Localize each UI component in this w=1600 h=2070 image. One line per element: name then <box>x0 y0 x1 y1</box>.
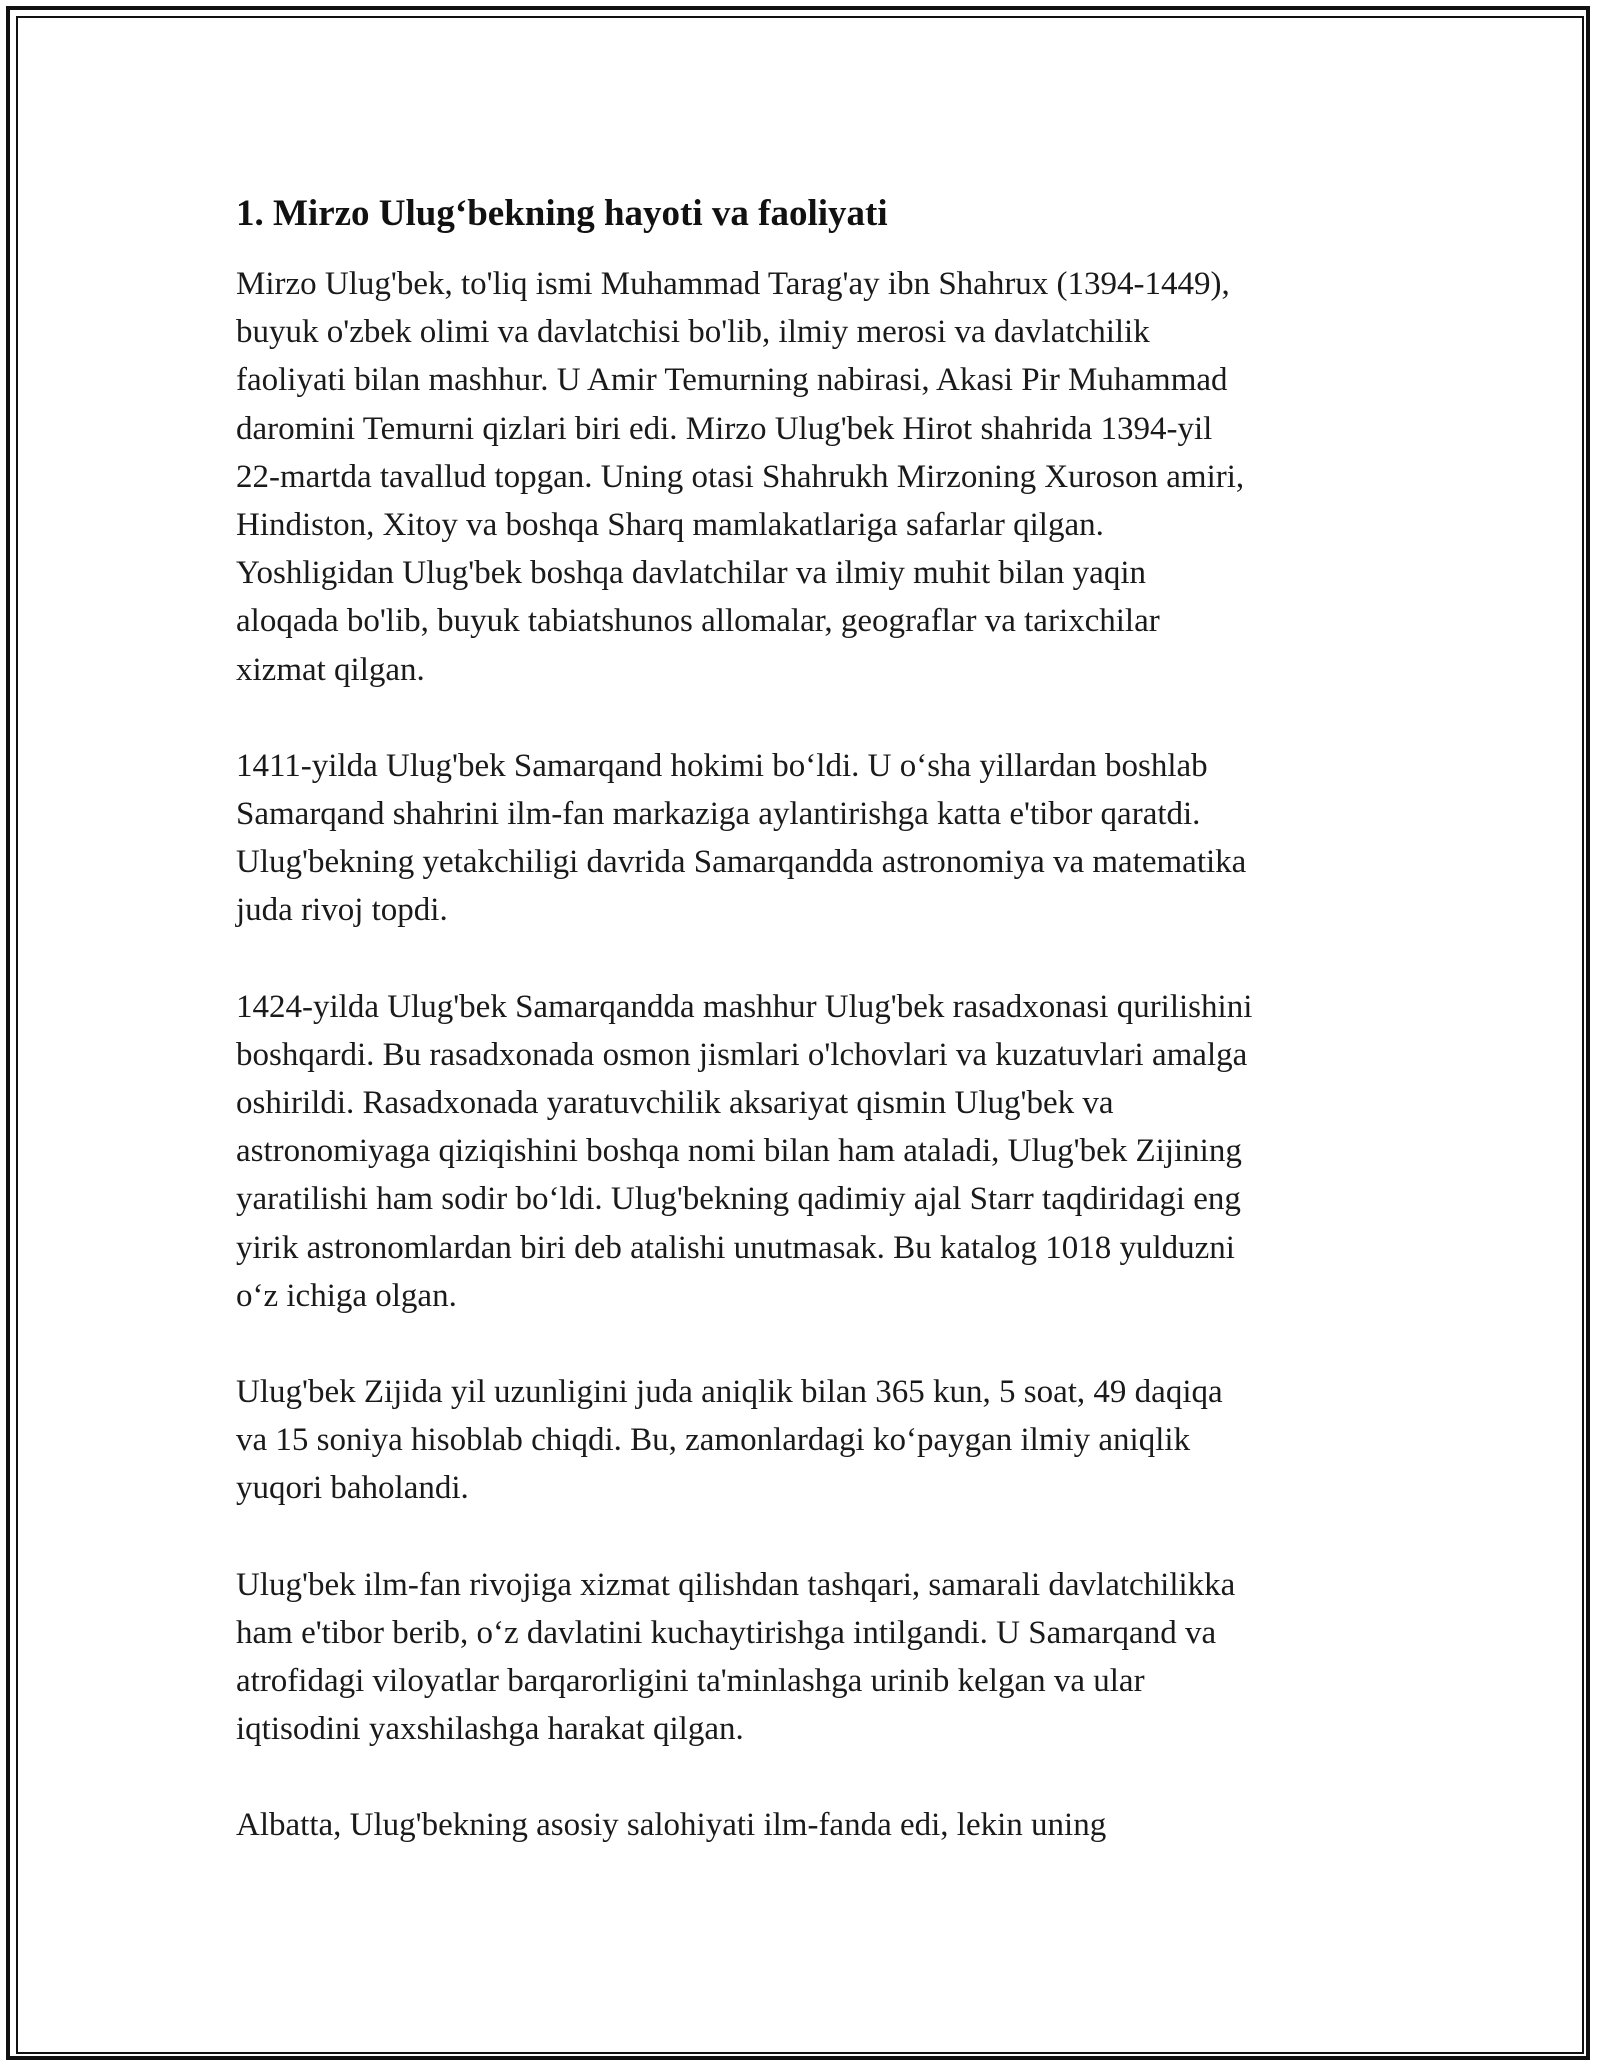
text-line: 1411-yilda Ulug'bek Samarqand hokimi bo‘ldi. U o‘sha yillardan boshlab <box>236 747 1208 784</box>
text-line: Ulug'bek ilm-fan rivojiga xizmat qilishdan tashqari, samarali davlatchilikka <box>236 1566 1236 1603</box>
text-line: boshqardi. Bu rasadxonada osmon jismlari o'lchovlari va kuzatuvlari amalga <box>236 1036 1248 1073</box>
paragraph-conclusion <box>236 1801 1386 1849</box>
text-line: iqtisodini yaxshilashga harakat qilgan. <box>236 1711 744 1748</box>
paragraph-statecraft <box>236 1561 1386 1754</box>
text-line: aloqada bo'lib, buyuk tabiatshunos allomalar, geograflar va tarixchilar <box>236 603 1160 640</box>
section-heading: 1. Mirzo Ulug‘bekning hayoti va faoliyati <box>236 193 888 234</box>
text-line: o‘z ichiga olgan. <box>236 1277 457 1314</box>
text-line: Ulug'bekning yetakchiligi davrida Samarqandda astronomiya va matematika <box>236 844 1247 881</box>
text-line: Mirzo Ulug'bek, to'liq ismi Muhammad Tarag'ay ibn Shahrux (1394-1449), <box>236 266 1230 302</box>
paragraph-governor <box>236 742 1386 935</box>
text-line: faoliyati bilan mashhur. U Amir Temurning nabirasi, Akasi Pir Muhammad <box>236 362 1228 399</box>
text-line: atrofidagi viloyatlar barqarorligini ta'minlashga urinib kelgan va ular <box>236 1663 1145 1700</box>
paragraph-observatory <box>236 983 1386 1320</box>
text-line: yirik astronomlardan biri deb atalishi unutmasak. Bu katalog 1018 yulduzni <box>236 1229 1235 1266</box>
text-line: Yoshligidan Ulug'bek boshqa davlatchilar va ilmiy muhit bilan yaqin <box>236 555 1146 592</box>
text-line: 1424-yilda Ulug'bek Samarqandda mashhur Ulug'bek rasadxonasi qurilishini <box>236 988 1253 1025</box>
text-line: xizmat qilgan. <box>236 651 425 688</box>
paragraph-zij <box>236 1368 1386 1513</box>
paragraph-life <box>236 260 1386 694</box>
text-line: daromini Temurni qizlari biri edi. Mirzo Ulug'bek Hirot shahrida 1394-yil <box>236 410 1213 447</box>
text-line: oshirildi. Rasadxonada yaratuvchilik aksariyat qismin Ulug'bek va <box>236 1085 1114 1122</box>
text-line: astronomiyaga qiziqishini boshqa nomi bilan ham ataladi, Ulug'bek Zijining <box>236 1133 1242 1170</box>
text-line: Albatta, Ulug'bekning asosiy salohiyati ilm-fanda edi, lekin uning <box>236 1807 1107 1844</box>
text-line: yuqori baholandi. <box>236 1470 469 1507</box>
text-line: yaratilishi ham sodir bo‘ldi. Ulug'bekning qadimiy ajal Starr taqdiridagi eng <box>236 1181 1241 1218</box>
text-line: Hindiston, Xitoy va boshqa Sharq mamlakatlariga safarlar qilgan. <box>236 507 1104 544</box>
text-line: 22-martda tavallud topgan. Uning otasi Shahrukh Mirzoning Xuroson amiri, <box>236 458 1245 495</box>
text-line: juda rivoj topdi. <box>236 892 448 929</box>
document-body <box>236 190 1386 1898</box>
text-line: Ulug'bek Zijida yil uzunligini juda aniqlik bilan 365 kun, 5 soat, 49 daqiqa <box>236 1374 1223 1411</box>
text-line: buyuk o'zbek olimi va davlatchisi bo'lib, ilmiy merosi va davlatchilik <box>236 314 1150 351</box>
text-line: va 15 soniya hisoblab chiqdi. Bu, zamonlardagi ko‘paygan ilmiy aniqlik <box>236 1422 1191 1459</box>
text-line: ham e'tibor berib, o‘z davlatini kuchaytirishga intilgandi. U Samarqand va <box>236 1614 1217 1651</box>
text-line: Samarqand shahrini ilm-fan markaziga aylantirishga katta e'tibor qaratdi. <box>236 796 1201 833</box>
